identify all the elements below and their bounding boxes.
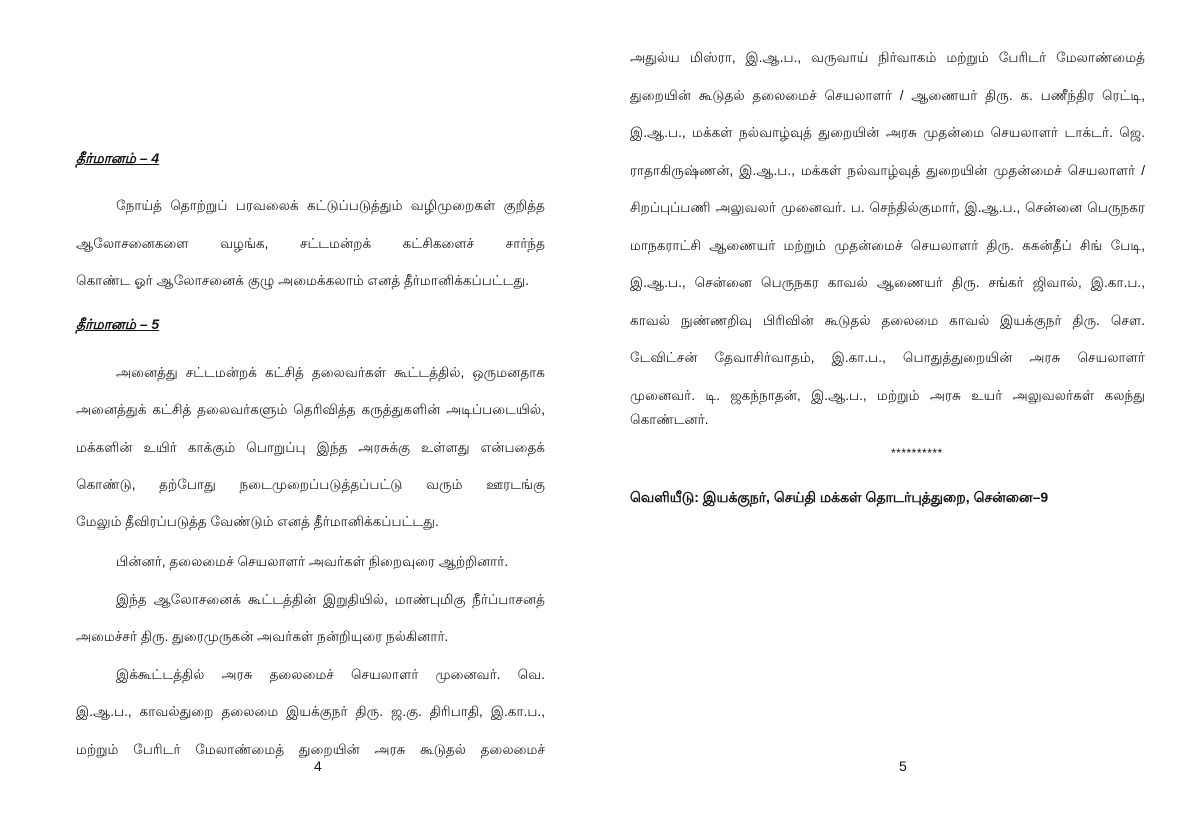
attendees-continued-paragraph-line: கொண்டனர். [630, 412, 709, 427]
attendees-continued-paragraph-line: துறையின் கூடுதல் தலைமைச் செயலாளர் / ஆணையர் திரு. க. பணீந்திர ரெட்டி, [630, 88, 1145, 103]
resolution-5-paragraph-line: கொண்டு, தற்போது நடைமுறைப்படுத்தப்பட்டு வரும் ஊரடங்கு [76, 477, 545, 492]
resolution-5-paragraph-line: மேலும் தீவிரப்படுத்த வேண்டும் எனத் தீர்மானிக்கப்பட்டது. [76, 514, 439, 529]
page-5 [600, 0, 1200, 826]
resolution-5-paragraph-line: அனைத்து சட்டமன்றக் கட்சித் தலைவர்கள் கூட்டத்தில், ஒருமனதாக [116, 365, 545, 380]
attendees-continued-paragraph-line: காவல் நுண்ணறிவு பிரிவின் கூடுதல் தலைமை காவல் இயக்குநர் திரு. சௌ. [630, 313, 1145, 328]
resolution-5-paragraph-line: மக்களின் உயிர் காக்கும் பொறுப்பு இந்த அரசுக்கு உள்ளது என்பதைக் [76, 440, 545, 455]
resolution-5-paragraph-line: அனைத்துக் கட்சித் தலைவர்களும் தெரிவித்த கருத்துகளின் அடிப்படையில், [76, 402, 545, 417]
attendees-paragraph-line: இக்கூட்டத்தில் அரசு தலைமைச் செயலாளர் முனைவர். வெ. [116, 667, 545, 682]
resolution-5-heading: தீர்மானம் – 5 [76, 316, 160, 332]
resolution-4-heading: தீர்மானம் – 4 [76, 150, 160, 166]
attendees-paragraph-line: மற்றும் பேரிடர் மேலாண்மைத் துறையின் அரசு கூடுதல் தலைமைச் [76, 742, 545, 757]
separator-stars: ********** [891, 446, 943, 460]
resolution-4-paragraph-line: ஆலோசனைகளை வழங்க, சட்டமன்றக் கட்சிகளைச் சார்ந்த [76, 236, 545, 251]
attendees-continued-paragraph-line: ராதாகிருஷ்ணன், இ.ஆ.ப., மக்கள் நல்வாழ்வுத் துறையின் முதன்மைச் செயலாளர் / [630, 163, 1145, 178]
attendees-paragraph-line: இ.ஆ.ப., காவல்துறை தலைமை இயக்குநர் திரு. ஜ.கு. திரிபாதி, இ.கா.ப., [76, 704, 545, 719]
release-footer: வெளியீடு: இயக்குநர், செய்தி மக்கள் தொடர்புத்துறை, சென்னை–9 [630, 489, 1049, 505]
attendees-continued-paragraph-line: இ.ஆ.ப., மக்கள் நல்வாழ்வுத் துறையின் அரசு முதன்மை செயலாளர் டாக்டர். ஜெ. [630, 125, 1145, 140]
attendees-continued-paragraph-line: மாநகராட்சி ஆணையர் மற்றும் முதன்மைச் செயலாளர் திரு. ககன்தீப் சிங் பேடி, [630, 238, 1145, 253]
closing-remarks-paragraph-line: பின்னர், தலைமைச் செயலாளர் அவர்கள் நிறைவுரை ஆற்றினார். [116, 554, 509, 569]
attendees-continued-paragraph-line: அதுல்ய மிஸ்ரா, இ.ஆ.ப., வருவாய் நிர்வாகம் மற்றும் பேரிடர் மேலாண்மைத் [630, 50, 1145, 65]
page-number: 5 [899, 758, 907, 774]
attendees-continued-paragraph-line: முனைவர். டி. ஜகந்நாதன், இ.ஆ.ப., மற்றும் அரசு உயர் அலுவலர்கள் கலந்து [630, 388, 1145, 403]
vote-of-thanks-paragraph-line: இந்த ஆலோசனைக் கூட்டத்தின் இறுதியில், மாண்புமிகு நீர்ப்பாசனத் [116, 592, 545, 607]
attendees-continued-paragraph-line: சிறப்புப்பணி அலுவலர் முனைவர். ப. செந்தில்குமார், இ.ஆ.ப., சென்னை பெருநகர [630, 200, 1145, 215]
attendees-continued-paragraph-line: இ.ஆ.ப., சென்னை பெருநகர காவல் ஆணையர் திரு. சங்கர் ஜிவால், இ.கா.ப., [630, 275, 1145, 290]
page-number: 4 [314, 758, 322, 774]
vote-of-thanks-paragraph-line: அமைச்சர் திரு. துரைமுருகன் அவர்கள் நன்றியுரை நல்கினார். [76, 629, 449, 644]
attendees-continued-paragraph-line: டேவிட்சன் தேவாசிர்வாதம், இ.கா.ப., பொதுத்துறையின் அரசு செயலாளர் [630, 350, 1145, 365]
resolution-4-paragraph-line: நோய்த் தொற்றுப் பரவலைக் கட்டுப்படுத்தும் வழிமுறைகள் குறித்த [116, 198, 545, 213]
resolution-4-paragraph-line: கொண்ட ஓர் ஆலோசனைக் குழு அமைக்கலாம் எனத் தீர்மானிக்கப்பட்டது. [76, 273, 530, 288]
